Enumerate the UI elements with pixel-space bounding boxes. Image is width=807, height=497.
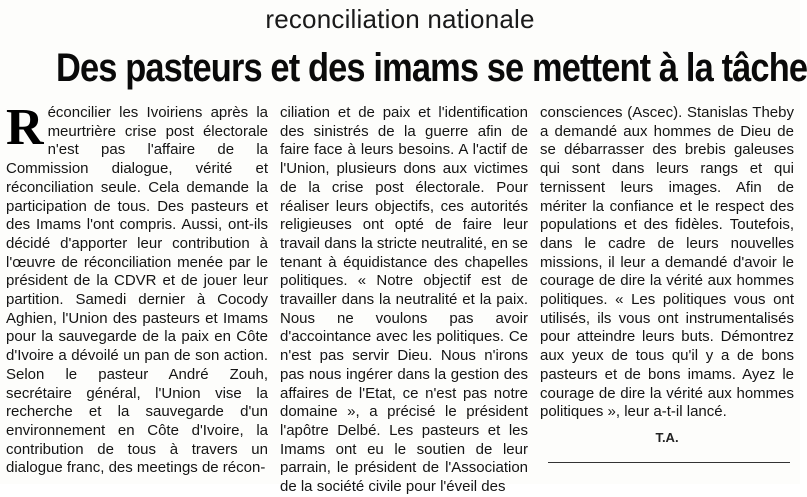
author-signature: T.A. [655, 430, 679, 445]
drop-cap: R [6, 99, 44, 156]
column-3-text: consciences (Ascec). Stanislas Theby a demandé aux hommes de Dieu de se débarrasser des brebis galeuses qui sont dans leurs rangs et qui ternissent leurs images. Afin de mériter la confiance et le respect des populations et des fidèles. Toutefois, dans le cadre de leurs nouvelles missions, il leur a demandé d'avoir le courage de dire la vérité aux hommes politiques. « Les politiques vous ont utilisés, ils vous ont instrumentalisés pour atteindre leurs buts. Démontrez aux yeux de tous qu'il y a de bons pasteurs et de bons imams. Ayez le courage de dire la vérité aux hommes politiques », leur a-t-il lancé. [540, 104, 794, 421]
article-column-3 [540, 104, 794, 480]
article-column-2 [280, 104, 528, 496]
column-2-text: ciliation et de paix et l'identification des sinistrés de la guerre afin de faire face à leurs besoins. A l'actif de l'Union, plusieurs dons aux victimes de la crise post électorale. Pour réaliser leurs objectifs, ces autorités religieuses ont opté de faire leur travail dans la stricte neutralité, en se tenant à équidistance des chapelles politiques. « Notre objectif est de travailler dans la neutralité et la paix. Nous ne voulons pas avoir d'accointance avec les politiques. Ce n'est pas servir Dieu. Nous n'irons pas nous ingérer dans la gestion des affaires de l'Etat, ce n'est pas notre domaine », a précisé le président l'apôtre Delbé. Les pasteurs et les Imams ont eu le soutien de leur parrain, le président de l'Association de la société civile pour l'éveil des [280, 104, 528, 496]
column-1-text: éconcilier les Ivoiriens après la meurtrière crise post électorale n'est pas l'affaire de la Commission dialogue, vérité et réconciliation seule. Cela demande la participation de tous. Des pasteurs et des Imams l'ont compris. Aussi, ont-ils décidé d'apporter leur contribution à l'œuvre de réconciliation menée par le président de la CDVR et de jouer leur partition. Samedi dernier à Cocody Aghien, l'Union des pasteurs et Imams pour la sauvegarde de la paix en Côte d'Ivoire a dévoilé un pan de son action. Selon le pasteur André Zouh, secrétaire général, l'Union vise la recherche et la sauvegarde d'un environnement en Côte d'Ivoire, la contribution de tous à travers un dialogue franc, des meetings de récon- [6, 104, 268, 477]
article-column-1 [6, 99, 268, 480]
end-rule [548, 462, 790, 463]
article-headline: Des pasteurs et des imams se mettent à la tâche [56, 46, 807, 90]
section-kicker: reconciliation nationale [265, 4, 535, 34]
